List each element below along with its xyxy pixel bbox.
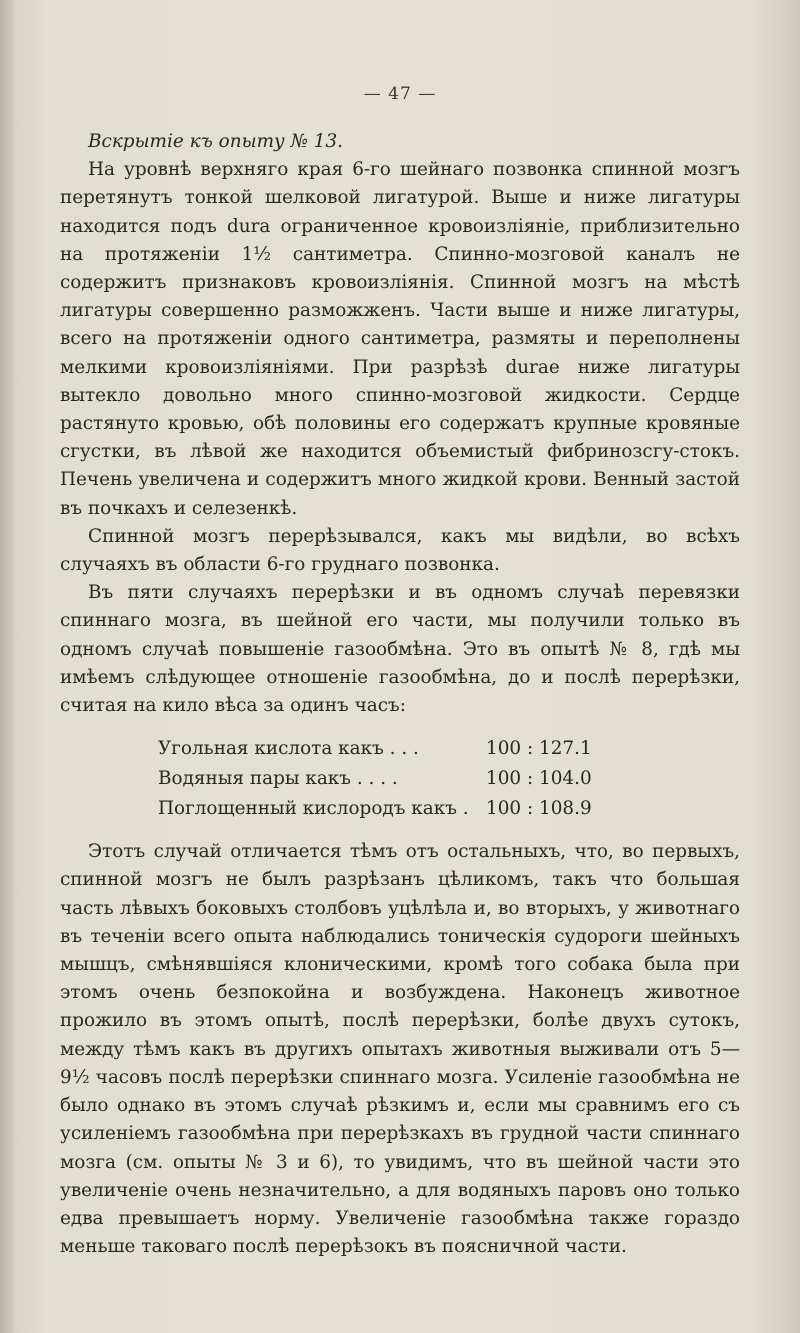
paragraph-gas-exchange: Въ пяти случаяхъ перерѣзки и въ одномъ случаѣ перевязки спиннаго мозга, въ шейной его части, мы получили только въ одномъ случаѣ повышеніе газообмѣна. Это въ опытѣ № 8, гдѣ мы имѣемъ слѣдующее отношеніе газообмѣна, до и послѣ перерѣзки, считая на кило вѣса за одинъ часъ: <box>60 582 740 717</box>
paragraph-cut-location: Спинной мозгъ перерѣзывался, какъ мы видѣли, во всѣхъ случаяхъ въ области 6-го груднаго позвонка. <box>60 525 740 576</box>
table-row-label: Угольная кислота какъ . . . <box>158 738 419 760</box>
table-row-value: 100 : 127.1 <box>486 738 592 760</box>
page-number: — 47 — <box>363 84 437 104</box>
table-row-value: 100 : 104.0 <box>486 768 592 790</box>
paragraph-autopsy: На уровнѣ верхняго края 6-го шейнаго позвонка спинной мозгъ перетянутъ тонкой шелковой лигатурой. Выше и ниже лигатуры находится подъ dura ограниченное кровоизліяніе, приблизительно на протяженіи 1½ сантиметра. Спинно-мозговой каналъ не содержитъ признаковъ кровоизліянія. Спинной мозгъ на мѣстѣ лигатуры совершенно разможженъ. Части выше и ниже лигатуры, всего на протяженіи одного сантиметра, размяты и переполнены мелкими кровоизліяніями. При разрѣзѣ durae ниже лигатуры вытекло довольно много спинно-мозговой жидкости. Сердце растянуто кровью, обѣ половины его содержатъ крупные кровяные сгустки, въ лѣвой же находится объемистый фибринозсгу-стокъ. Печень увеличена и содержитъ много жидкой крови. Венный застой въ почкахъ и селезенкѣ. <box>60 159 740 519</box>
section-heading: Вскрытіе къ опыту № 13. <box>88 131 344 152</box>
table-row-label: Водяныя пары какъ . . . . <box>158 768 398 790</box>
gas-exchange-table <box>60 734 740 824</box>
table-row <box>158 734 740 764</box>
table-row <box>158 764 740 794</box>
table-row-label: Поглощенный кислородъ какъ . <box>158 798 469 820</box>
table-row-value: 100 : 108.9 <box>486 798 592 820</box>
page-binding-edge <box>0 0 14 1333</box>
page-text <box>60 128 740 1261</box>
table-row <box>158 794 740 824</box>
paragraph-discussion: Этотъ случай отличается тѣмъ отъ остальныхъ, что, во первыхъ, спинной мозгъ не былъ разрѣзанъ цѣликомъ, такъ что большая часть лѣвыхъ боковыхъ столбовъ уцѣлѣла и, во вторыхъ, у животнаго въ теченіи всего опыта наблюдались тоническія судороги шейныхъ мышцъ, смѣнявшіяся клоническими, кромѣ того собака была при этомъ очень безпокойна и возбуждена. Наконецъ животное прожило въ этомъ опытѣ, послѣ перерѣзки, болѣе двухъ сутокъ, между тѣмъ какъ въ другихъ опытахъ животныя выживали отъ 5—9½ часовъ послѣ перерѣзки спиннаго мозга. Усиленіе газообмѣна не было однако въ этомъ случаѣ рѣзкимъ и, если мы сравнимъ его съ усиленіемъ газообмѣна при перерѣзкахъ въ грудной части спиннаго мозга (см. опыты № 3 и 6), то увидимъ, что въ шейной части это увеличеніе очень незначительно, а для водяныхъ паровъ оно только едва превышаетъ норму. Увеличеніе газообмѣна также гораздо меньше таковаго послѣ перерѣзокъ въ поясничной части. <box>60 841 740 1258</box>
